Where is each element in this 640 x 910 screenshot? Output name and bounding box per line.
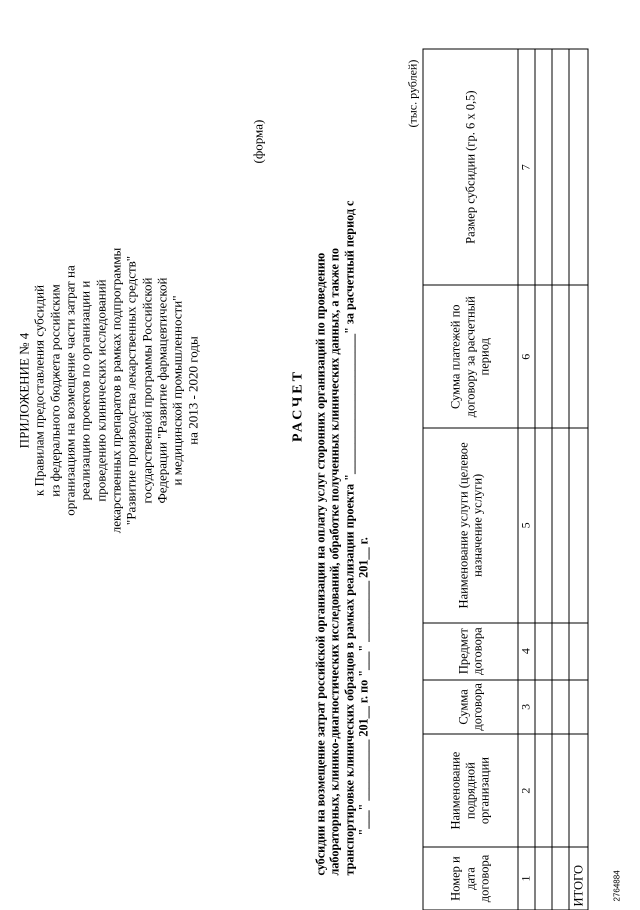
- appendix-line: организациям на возмещение части затрат на: [61, 264, 77, 516]
- appendix-line: государственной программы Российской: [138, 277, 154, 503]
- table-cell[interactable]: [551, 49, 568, 285]
- appendix-line: из федерального бюджета российским: [46, 283, 62, 497]
- appendix-line: к Правилам предоставления субсидий: [31, 284, 47, 496]
- table-cell[interactable]: [534, 847, 551, 910]
- table-cell[interactable]: [551, 428, 568, 623]
- subtitle-line: транспортировке клинических образцов в рамках реализации проекта "_______________________" за расчетный период с: [341, 200, 356, 875]
- column-header: Размер субсидии (гр. 6 x 0,5): [423, 49, 518, 285]
- subtitle-line: "___" __________ 201__ г. по "___" __________ 201__ г.: [356, 536, 371, 835]
- calculation-table: [422, 48, 588, 910]
- table-cell[interactable]: [568, 49, 587, 285]
- table-cell[interactable]: [534, 49, 551, 285]
- table-header-row: [423, 49, 518, 910]
- column-header: Предмет договора: [423, 622, 518, 679]
- table-cell[interactable]: [551, 679, 568, 734]
- table-cell[interactable]: [534, 679, 551, 734]
- table-cell[interactable]: [534, 428, 551, 623]
- column-header: Наименование подрядной организации: [423, 734, 518, 847]
- column-number: 2: [518, 734, 535, 847]
- table-cell[interactable]: [534, 622, 551, 679]
- document-subtitle: [313, 35, 371, 875]
- appendix-line: ПРИЛОЖЕНИЕ № 4: [16, 332, 31, 448]
- appendix-line: реализацию проектов по организации и: [77, 280, 93, 500]
- total-row: [568, 49, 587, 910]
- column-number: 6: [518, 285, 535, 428]
- appendix-header: [16, 110, 200, 670]
- table-cell[interactable]: [568, 679, 587, 734]
- table-cell[interactable]: [551, 285, 568, 428]
- table-cell[interactable]: [568, 734, 587, 847]
- total-label: ИТОГО: [568, 847, 587, 910]
- column-number: 4: [518, 622, 535, 679]
- column-header: Сумма договора: [423, 679, 518, 734]
- table-row: [534, 49, 551, 910]
- table-cell[interactable]: [551, 734, 568, 847]
- column-number: 1: [518, 847, 535, 910]
- table-cell[interactable]: [534, 734, 551, 847]
- subtitle-line: субсидии на возмещение затрат российской организации на оплату услуг сторонних организаций по проведению: [313, 252, 327, 875]
- appendix-line: лекарственных препаратов в рамках подпрограммы: [107, 247, 123, 533]
- column-header: Наименование услуги (целевое назначение услуги): [423, 428, 518, 623]
- column-header: Сумма платежей по договору за расчетный период: [423, 285, 518, 428]
- column-number-row: [518, 49, 535, 910]
- document-title: РАСЧЕТ: [290, 368, 305, 442]
- appendix-line: и медицинской промышленности": [169, 295, 185, 485]
- table-cell[interactable]: [551, 847, 568, 910]
- appendix-line: проведению клинических исследований: [92, 278, 108, 502]
- units-label: (тыс. рублей): [405, 59, 419, 127]
- form-label: (форма): [250, 119, 265, 163]
- appendix-line: Федерации "Развитие фармацевтической: [153, 277, 169, 503]
- table-cell[interactable]: [568, 285, 587, 428]
- table-cell[interactable]: [568, 622, 587, 679]
- column-header: Номер и дата договора: [423, 847, 518, 910]
- document-id: 2764884: [612, 869, 621, 901]
- table-cell[interactable]: [568, 428, 587, 623]
- column-number: 7: [518, 49, 535, 285]
- table-row: [551, 49, 568, 910]
- appendix-line: на 2013 - 2020 годы: [184, 335, 200, 445]
- table-cell[interactable]: [551, 622, 568, 679]
- column-number: 3: [518, 679, 535, 734]
- table-cell[interactable]: [534, 285, 551, 428]
- column-number: 5: [518, 428, 535, 623]
- subtitle-line: лабораторных, клинико-диагностических исследований, обработке полученных клинических данных, а также по: [327, 247, 342, 875]
- appendix-line: "Развитие производства лекарственных средств": [123, 255, 139, 525]
